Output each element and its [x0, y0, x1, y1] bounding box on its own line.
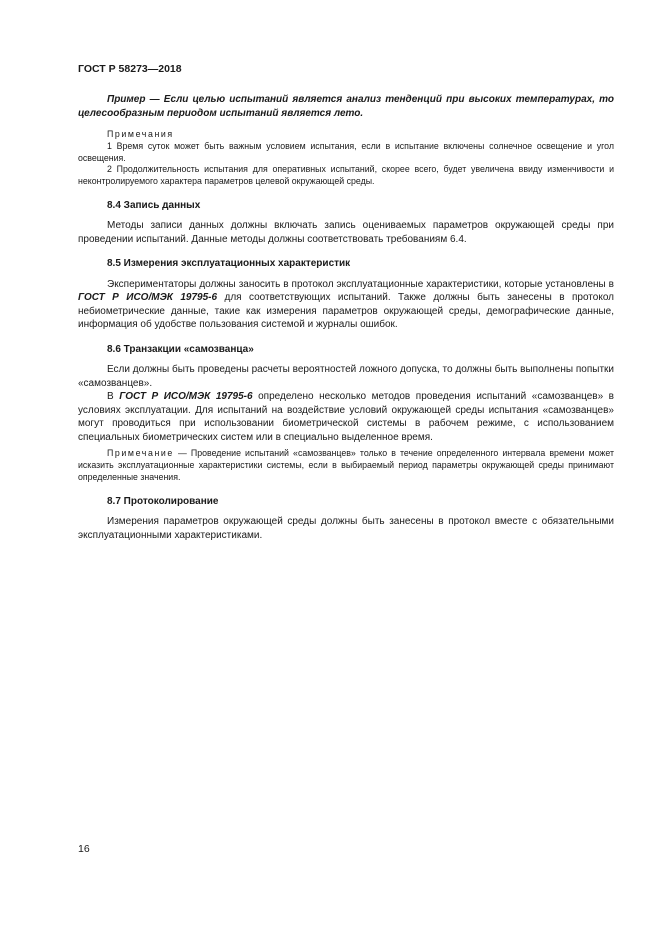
- note-text: — Проведение испытаний «самозванцев» только в течение определенного интервала времени может исказить эксплуатационные характеристики системы, если в выбираемый период параметры окружающей среды принимают определенные значения.: [78, 448, 614, 483]
- paragraph-text: В: [107, 391, 120, 403]
- section-8-7-paragraph: Измерения параметров окружающей среды должны быть занесены в протокол вместе с обязательными эксплуатационными характеристиками.: [78, 516, 614, 541]
- section-8-6-paragraph-1: Если должны быть проведены расчеты вероятностей ложного допуска, то должны быть выполнены попытки «самозванцев».: [78, 364, 614, 389]
- section-8-4-title: 8.4 Запись данных: [107, 199, 201, 211]
- notes-label: Примечания: [107, 129, 174, 139]
- section-8-4-paragraph: Методы записи данных должны включать запись оцениваемых параметров окружающей среды при проведении испытаний. Данные методы должны соответствовать требованиям 6.4.: [78, 220, 614, 245]
- section-8-7-title: 8.7 Протоколирование: [107, 495, 219, 507]
- document-header: ГОСТ Р 58273—2018: [78, 63, 182, 75]
- section-8-6-title: 8.6 Транзакции «самозванца»: [107, 343, 254, 355]
- section-8-6-note: [78, 448, 614, 483]
- paragraph-text: определено несколько методов проведения испытаний «самозванцев» в условиях эксплуатации. Для испытаний на воздействие условий окружающей среды испытания «самозванцев» могут проводиться при использовании биометрической системы в рабочем режиме, с использованием специальных биометрических систем или в специально выделенное время.: [78, 391, 614, 443]
- paragraph-text: для соответствующих испытаний. Также должны быть занесены в протокол небиометрические данные, такие как измерения параметров окружающей среды, демографические данные, информация об удобстве пользования системой и журналы ошибок.: [78, 292, 614, 331]
- note-item-1: 1 Время суток может быть важным условием испытания, если в испытание включены солнечное освещение и угол освещения.: [78, 140, 614, 163]
- note-label: Примечание: [107, 448, 174, 459]
- paragraph-text: Экспериментаторы должны заносить в протокол эксплуатационные характеристики, которые установлены в: [107, 278, 614, 290]
- page-number: 16: [78, 843, 90, 855]
- standard-reference: ГОСТ Р ИСО/МЭК 19795-6: [119, 391, 253, 403]
- section-8-5-title: 8.5 Измерения эксплуатационных характеристик: [107, 258, 351, 270]
- note-item-2: 2 Продолжительность испытания для оперативных испытаний, скорее всего, будет увеличена ввиду изменчивости и неконтролируемого характера параметров целевой окружающей среды.: [78, 164, 614, 187]
- section-8-6-paragraph-2: [78, 390, 614, 444]
- page-content: [78, 93, 614, 542]
- example-paragraph: Пример — Если целью испытаний является анализ тенденций при высоких температурах, то целесообразным периодом испытаний является лето.: [78, 94, 614, 119]
- standard-reference: ГОСТ Р ИСО/МЭК 19795-6: [78, 292, 218, 304]
- section-8-5-paragraph: [78, 278, 614, 332]
